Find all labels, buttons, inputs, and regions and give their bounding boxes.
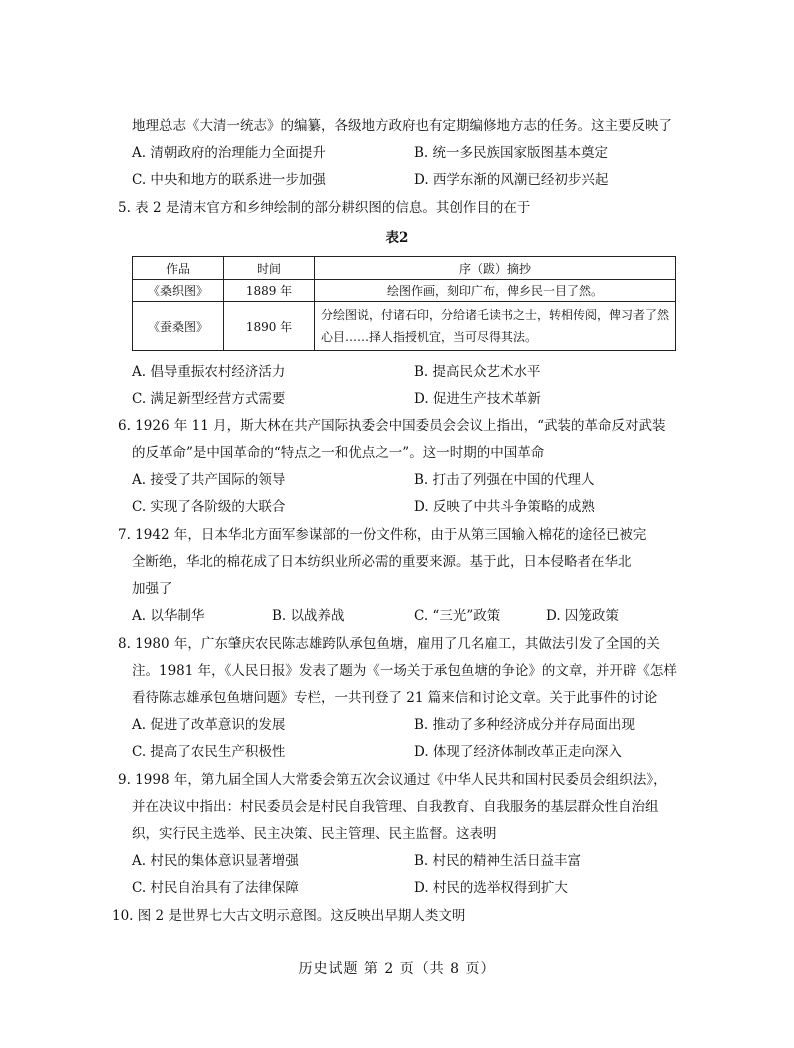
cell-time: 1889 年 (224, 280, 315, 302)
q4-option-b[interactable]: B. 统一多民族国家版图基本奠定 (414, 145, 609, 161)
q9-stem-line: 9. 1998 年，第九届全国人大常委会第五次会议通过《中华人民共和国村民委员会组织法》， (118, 772, 667, 788)
q7-stem-line: 7. 1942 年，日本华北方面军参谋部的一份文件称，由于从第三国输入棉花的途径已被完 (118, 527, 647, 543)
header-time: 时间 (224, 257, 315, 280)
table-row (133, 302, 676, 351)
q8-option-a[interactable]: A. 促进了改革意识的发展 (132, 717, 286, 733)
q8-option-d[interactable]: D. 体现了经济体制改革正走向深入 (414, 744, 622, 760)
q4-option-d[interactable]: D. 西学东渐的风潮已经初步兴起 (414, 172, 609, 188)
q6-stem-line: 6. 1926 年 11 月，斯大林在共产国际执委会中国委员会会议上指出，“武装的革命反对武装 (118, 418, 666, 434)
q5-stem: 5. 表 2 是清末官方和乡绅绘制的部分耕织图的信息。其创作目的在于 (118, 200, 531, 216)
q6-option-d[interactable]: D. 反映了中共斗争策略的成熟 (414, 499, 595, 515)
cell-time: 1890 年 (224, 302, 315, 351)
table-row (133, 280, 676, 302)
cell-excerpt: 分绘图说，付诸石印，分给诸乇读书之士，转相传阅，俾习者了然心目……择人指授机宜，当可尽得其法。 (315, 302, 676, 351)
q8-stem-line: 注。1981 年，《人民日报》发表了题为《一场关于承包鱼塘的争论》的文章，并开辟《怎样 (132, 663, 677, 679)
q8-stem-line: 看待陈志雄承包鱼塘问题》专栏，一共刊登了 21 篇来信和讨论文章。关于此事件的讨论 (132, 690, 658, 706)
cell-work: 《桑织图》 (133, 280, 224, 302)
table-2 (132, 256, 676, 351)
q8-option-c[interactable]: C. 提高了农民生产积极性 (132, 744, 286, 760)
q9-option-c[interactable]: C. 村民自治具有了法律保障 (132, 880, 299, 896)
q4-stem-tail: 地理总志《大清一统志》的编纂，各级地方政府也有定期编修地方志的任务。这主要反映了 (132, 118, 672, 134)
q5-option-b[interactable]: B. 提高民众艺术水平 (414, 364, 541, 380)
header-work: 作品 (133, 257, 224, 280)
q8-stem-line: 8. 1980 年，广东肇庆农民陈志雄跨队承包鱼塘，雇用了几名雇工，其做法引发了全国的关 (118, 636, 660, 652)
q6-option-b[interactable]: B. 打击了列强在中国的代理人 (414, 472, 595, 488)
q9-option-b[interactable]: B. 村民的精神生活日益丰富 (414, 853, 582, 869)
q4-option-c[interactable]: C. 中央和地方的联系进一步加强 (132, 172, 326, 188)
q5-option-c[interactable]: C. 满足新型经营方式需要 (132, 391, 286, 407)
q9-option-a[interactable]: A. 村民的集体意识显著增强 (132, 853, 299, 869)
q6-stem-line: 的反革命”是中国革命的“特点之一和优点之一”。这一时期的中国革命 (132, 445, 545, 461)
q9-stem-line: 织，实行民主选举、民主决策、民主管理、民主监督。这表明 (132, 826, 497, 842)
q5-option-a[interactable]: A. 倡导重振农村经济活力 (132, 364, 286, 380)
q8-option-b[interactable]: B. 推动了多种经济成分并存局面出现 (414, 717, 636, 733)
q7-option-a[interactable]: A. 以华制华 (132, 608, 205, 624)
q4-option-a[interactable]: A. 清朝政府的治理能力全面提升 (132, 145, 326, 161)
q7-option-c[interactable]: C. “三光”政策 (414, 608, 501, 624)
header-excerpt: 序（跋）摘抄 (315, 257, 676, 280)
q7-option-b[interactable]: B. 以战养战 (272, 608, 345, 624)
q5-option-d[interactable]: D. 促进生产技术革新 (414, 391, 541, 407)
q9-option-d[interactable]: D. 村民的选举权得到扩大 (414, 880, 568, 896)
table-title: 表2 (385, 230, 409, 246)
cell-work: 《蚕桑图》 (133, 302, 224, 351)
page-footer: 历史试题 第 2 页（共 8 页） (298, 961, 496, 977)
table-header-row (133, 257, 676, 280)
q7-stem-line: 全断绝，华北的棉花成了日本纺织业所必需的重要来源。基于此，日本侵略者在华北 (132, 554, 632, 570)
q6-option-c[interactable]: C. 实现了各阶级的大联合 (132, 499, 286, 515)
q9-stem-line: 并在决议中指出：村民委员会是村民自我管理、自我教育、自我服务的基层群众性自治组 (132, 799, 659, 815)
q6-option-a[interactable]: A. 接受了共产国际的领导 (132, 472, 286, 488)
q7-option-d[interactable]: D. 囚笼政策 (546, 608, 619, 624)
cell-excerpt: 绘图作画，刻印广布，俾乡民一目了然。 (315, 280, 676, 302)
q7-stem-line: 加强了 (132, 581, 173, 597)
q10-stem: 10. 图 2 是世界七大古文明示意图。这反映出早期人类文明 (112, 908, 466, 924)
